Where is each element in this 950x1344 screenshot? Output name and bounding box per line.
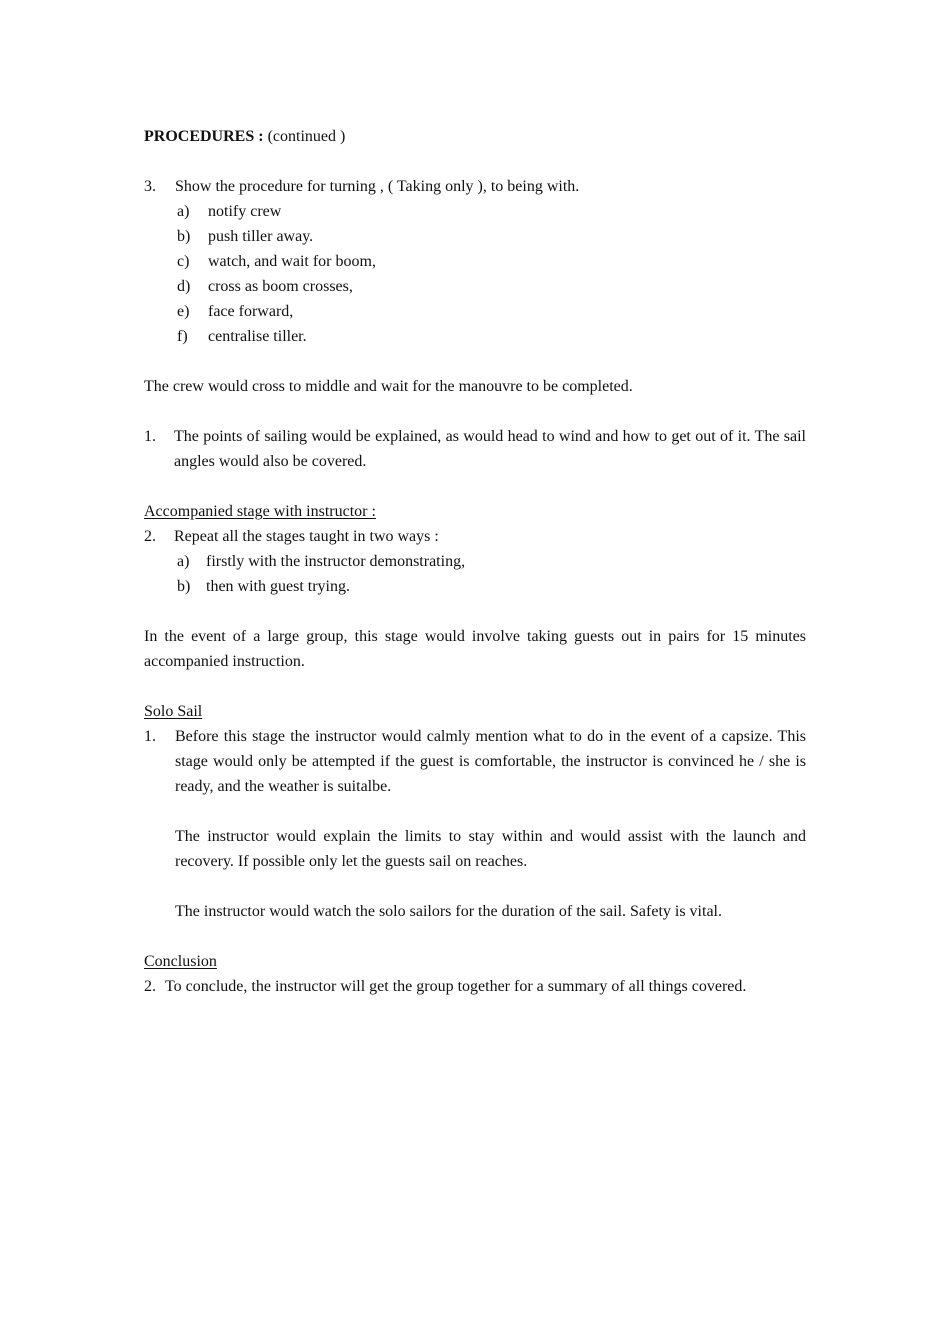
accompanied-intro: Repeat all the stages taught in two ways : (174, 528, 439, 545)
accompanied-heading: Accompanied stage with instructor : (144, 503, 376, 520)
step-letter: a) (177, 203, 190, 220)
points-number: 1. (144, 428, 156, 445)
list-item (177, 199, 806, 224)
step-letter: b) (177, 228, 191, 245)
list-item (177, 574, 806, 599)
turning-number: 3. (144, 178, 156, 195)
way-letter: b) (177, 578, 191, 595)
document-page (144, 124, 806, 999)
points-of-sailing-item (144, 424, 806, 474)
way-letter: a) (177, 553, 190, 570)
step-text: cross as boom crosses, (208, 278, 353, 295)
turning-steps (144, 199, 806, 349)
conclusion-heading: Conclusion (144, 953, 217, 970)
conclusion-number: 2. (144, 978, 156, 995)
step-letter: f) (177, 328, 188, 345)
conclusion-item (144, 974, 806, 999)
way-text: firstly with the instructor demonstrating, (206, 553, 466, 570)
procedures-subtitle: (continued ) (267, 128, 346, 145)
step-text: push tiller away. (208, 228, 314, 245)
accompanied-item (144, 524, 806, 549)
step-letter: e) (177, 303, 190, 320)
list-item (177, 274, 806, 299)
step-text: notify crew (208, 203, 282, 220)
way-text: then with guest trying. (206, 578, 350, 595)
page-heading (144, 124, 806, 149)
list-item (177, 249, 806, 274)
solo-sail-heading: Solo Sail (144, 703, 203, 720)
large-group-note: In the event of a large group, this stage would involve taking guests out in pairs for 15 minutes accompanied instruction. (144, 628, 806, 670)
solo-sail-item (144, 724, 806, 799)
solo-para-2: The instructor would explain the limits to stay within and would assist with the launch and recovery. If possible only let the guests sail on reaches. (175, 828, 806, 870)
list-item (177, 324, 806, 349)
step-text: watch, and wait for boom, (208, 253, 376, 270)
conclusion-text: To conclude, the instructor will get the group together for a summary of all things covered. (165, 978, 747, 995)
list-item (177, 224, 806, 249)
list-item (177, 299, 806, 324)
list-item (177, 549, 806, 574)
solo-para-3: The instructor would watch the solo sailors for the duration of the sail. Safety is vital. (175, 903, 722, 920)
step-letter: c) (177, 253, 190, 270)
turning-intro: Show the procedure for turning , ( Taking only ), to being with. (175, 178, 580, 195)
step-text: face forward, (208, 303, 294, 320)
step-letter: d) (177, 278, 191, 295)
accompanied-number: 2. (144, 528, 156, 545)
step-text: centralise tiller. (208, 328, 307, 345)
solo-para-1: Before this stage the instructor would calmly mention what to do in the event of a capsize. This stage would only be attempted if the guest is comfortable, the instructor is convinced he / she is ready, and the weather is suitalbe. (175, 728, 806, 795)
procedures-title: PROCEDURES : (144, 128, 264, 145)
accompanied-ways (144, 549, 806, 599)
solo-number: 1. (144, 728, 156, 745)
crew-note: The crew would cross to middle and wait for the manouvre to be completed. (144, 378, 633, 395)
turning-item (144, 174, 806, 199)
points-text: The points of sailing would be explained, as would head to wind and how to get out of it. The sail angles would also be covered. (174, 428, 806, 470)
